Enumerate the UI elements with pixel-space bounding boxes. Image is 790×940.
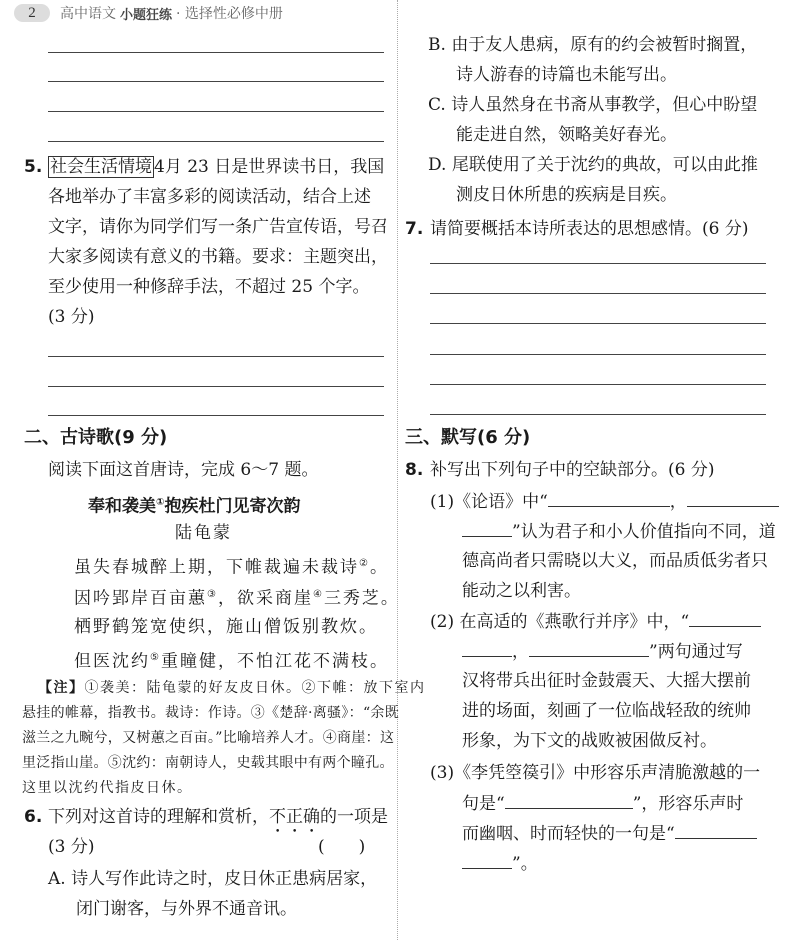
question-number: 7. <box>405 219 424 239</box>
question-5-line: 文字，请你为同学们写一条广告宣传语，号召 <box>48 217 388 237</box>
book-title: 高中语文 <box>60 6 116 22</box>
answer-line[interactable] <box>48 386 384 387</box>
note-line: 滋兰之九畹兮，又树蕙之百亩。”比喻培养人才。④商崖：这 <box>22 730 395 746</box>
q8-part2-line: (2) 在高适的《燕歌行并序》中，“ <box>430 610 761 633</box>
page-number: 2 <box>14 4 50 22</box>
fill-blank[interactable] <box>505 792 633 809</box>
question-6-stem: 下列对这首诗的理解和赏析，不正确的一项是 <box>48 807 388 827</box>
fill-blank[interactable] <box>462 640 512 657</box>
question-6-score: (3 分) <box>48 837 95 857</box>
question-number: 6. <box>24 807 43 827</box>
option-b-cont: 诗人游春的诗篇也未能写出。 <box>456 65 677 85</box>
column-divider <box>397 0 398 940</box>
answer-line[interactable] <box>430 263 766 264</box>
question-5-line: 社会生活情境 4月 23 日是世界读书日，我国 <box>50 157 385 177</box>
note-line: 这里以沈约代指皮日休。 <box>22 780 193 796</box>
fill-blank[interactable] <box>675 822 757 839</box>
option-b: B. 由于友人患病，原有的约会被暂时搁置， <box>428 35 758 55</box>
page-header <box>14 3 283 23</box>
fill-blank[interactable] <box>687 490 779 507</box>
poem-line: 栖野鹤笼宽使织，施山僧饭别教炊。 <box>74 617 378 637</box>
section-intro: 阅读下面这首唐诗，完成 6～7 题。 <box>48 460 319 480</box>
question-number: 8. <box>405 460 424 480</box>
poem-line: 因吟郢岸百亩蕙③，欲采商崖④三秀芝。 <box>74 588 400 609</box>
answer-line[interactable] <box>48 141 384 142</box>
question-5-line: 各地举办了丰富多彩的阅读活动，结合上述 <box>48 187 371 207</box>
answer-line[interactable] <box>430 354 766 355</box>
q8-part1-line: 德高尚者只需晓以大义，而品质低劣者只 <box>462 551 768 571</box>
fill-blank[interactable] <box>529 640 649 657</box>
answer-line[interactable] <box>48 356 384 357</box>
poem-line: 但医沈约⑤重瞳健，不怕江花不满枝。 <box>74 651 389 672</box>
note-line: 【注】①袭美：陆龟蒙的好友皮日休。②下帷：放下室内 <box>38 680 426 696</box>
option-c-cont: 能走进自然，领略美好春光。 <box>456 125 677 145</box>
section-title: 三、默写(6 分) <box>405 427 531 448</box>
answer-line[interactable] <box>430 293 766 294</box>
fill-blank[interactable] <box>462 520 512 537</box>
answer-line[interactable] <box>430 384 766 385</box>
option-a-cont: 闭门谢客，与外界不通音讯。 <box>76 899 297 919</box>
question-8-stem: 补写出下列句子中的空缺部分。(6 分) <box>430 460 715 480</box>
note-label: 【注】 <box>38 680 85 696</box>
option-d-cont: 测皮日休所患的疾病是目疾。 <box>456 185 677 205</box>
option-c: C. 诗人虽然身在书斋从事教学，但心中盼望 <box>428 95 758 115</box>
note-line: 里泛指山崖。⑤沈约：南朝诗人，史载其眼中有两个瞳孔。 <box>22 755 394 771</box>
fill-blank[interactable] <box>462 852 512 869</box>
q8-part3-line: (3)《李凭箜篌引》中形容乐声清脆激越的一 <box>430 763 761 783</box>
question-number: 5. <box>24 157 43 177</box>
q8-part1-line: 能动之以利害。 <box>462 581 581 601</box>
q8-part2-line: 形象，为下文的战败被困做反衬。 <box>462 731 717 751</box>
q8-part2-line: 进的场面，刻画了一位临战轻敌的统帅 <box>462 701 751 721</box>
answer-paren[interactable]: ( ) <box>318 837 366 857</box>
poem-line: 虽失春城醉上期，下帷裁遍未裁诗②。 <box>74 557 389 578</box>
answer-line[interactable] <box>48 52 384 53</box>
emphasis-text: 不正确 <box>269 807 320 827</box>
answer-line[interactable] <box>48 81 384 82</box>
answer-line[interactable] <box>430 323 766 324</box>
answer-line[interactable] <box>430 414 766 415</box>
option-d: D. 尾联使用了关于沈约的典故，可以由此推 <box>428 155 758 175</box>
q8-part1-line: (1)《论语》中“ ， <box>430 490 779 513</box>
poem-title: 奉和袭美①抱疾杜门见寄次韵 <box>88 496 301 517</box>
context-tag: 社会生活情境 <box>50 157 152 177</box>
question-7-stem: 请简要概括本诗所表达的思想感情。(6 分) <box>430 219 749 239</box>
question-5-line: 至少使用一种修辞手法，不超过 25 个字。 <box>48 277 370 297</box>
brand-logo: 小题狂练 <box>120 7 173 23</box>
note-line: 悬挂的帷幕，指教书。裁诗：作诗。③《楚辞·离骚》：“余既 <box>22 705 400 721</box>
fill-blank[interactable] <box>548 490 670 507</box>
section-title: 二、古诗歌(9 分) <box>24 427 168 448</box>
answer-line[interactable] <box>48 415 384 416</box>
answer-line[interactable] <box>48 111 384 112</box>
poem-author: 陆龟蒙 <box>175 523 232 543</box>
option-a: A. 诗人写作此诗之时，皮日休正患病居家， <box>48 869 378 889</box>
question-5-score: (3 分) <box>48 307 95 327</box>
book-subtitle: · 选择性必修中册 <box>176 6 283 22</box>
fill-blank[interactable] <box>689 610 761 627</box>
question-5-line: 大家多阅读有意义的书籍。要求：主题突出， <box>48 247 388 267</box>
exam-page: 2 高中语文 小题狂练 · 选择性必修中册 5. 社会生活情境 4月 23 日是世界读书日，我国 各地举办了丰富多彩的阅读活动，结合上述 文字，请你为同学们写一条广告宣传语，号召 大家多阅读有意义的书籍。要求：主题突出， 至少使用一种修辞手法，不超过 25 个字。 (3 分) 二、古诗歌(9 分) 阅读下面这首唐诗，完成 6～7 题。 奉和袭美①抱疾杜门见寄次韵 陆龟蒙 虽失春城醉上期，下帷裁遍未裁诗②。 因吟郢岸百亩蕙③，欲采商崖④三秀芝。 栖野鹤笼宽使织，施山僧饭别教炊。 但医沈约⑤重瞳健，不怕江花不满枝。 【注】①袭美：陆龟蒙的好友皮日休。②下帷：放下室内 悬挂的帷幕，指教书。裁诗：作诗。③《楚辞·离骚》：“余既 滋兰之九畹兮，又树蕙之百亩。”比喻培养人才。④商崖：这 里泛指山崖。⑤沈约：南朝诗人，史载其眼中有两个瞳孔。 这里以沈约代指皮日休。 6. 下列对这首诗的理解和赏析，不正确的一项是 (3 分) ( ) A. 诗人写作此诗之时，皮日休正患病居家， 闭门谢客，与外界不通音讯。 B. 由于友人患病，原有的约会被暂时搁置， 诗人游春的诗篇也未能写出。 C. 诗人虽然身在书斋从事教学，但心中盼望 能走进自然，领略美好春光。 D. 尾联使用了关于沈约的典故，可以由此推 测皮日休所患的疾病是目疾。 7. 请简要概括本诗所表达的思想感情。(6 分) 三、默写(6 分) 8. 补写出下列句子中的空缺部分。(6 分) (1)《论语》中“ ， ”认为君子和小人价值指向不同，道 德高尚者只需晓以大义，而品质低劣者只 能动之以利害。 (2) 在高适的《燕歌行并序》中，“ ， ”两句通过写 汉将带兵出征时金鼓震天、大摇大摆前 进的场面，刻画了一位临战轻敌的统帅 形象，为下文的战败被困做反衬。 (3)《李凭箜篌引》中形容乐声清脆激越的一 句是“ ”，形容乐声时 而幽咽、时而轻快的一句是“ ”。 <box>0 0 790 940</box>
q8-part2-line: 汉将带兵出征时金鼓震天、大摇大摆前 <box>462 671 751 691</box>
